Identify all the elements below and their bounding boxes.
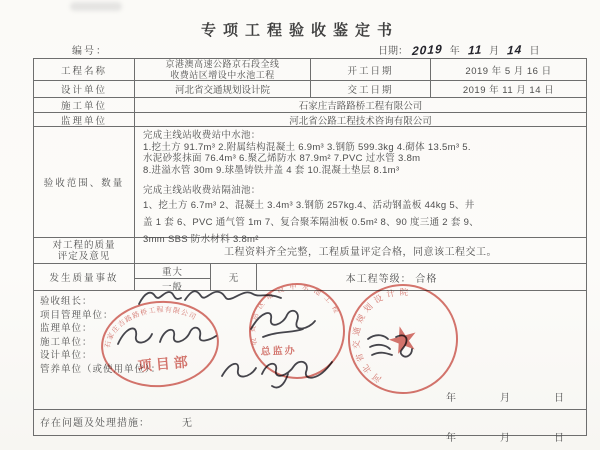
supervision-sign-label: 监理单位：	[40, 323, 93, 335]
date-month-handwritten: 11	[467, 42, 483, 58]
project-name-line1: 京港澳高速公路京石段全线	[165, 59, 280, 69]
signoff-date-year: 年	[446, 393, 456, 404]
scope-label: 验收范围、数量	[34, 127, 135, 237]
issues-label: 存在问题及处理措施：	[40, 418, 150, 429]
stamp-center-text: 总监办	[260, 345, 297, 358]
maintenance-signature-scribble	[218, 352, 336, 392]
design-sign-label: 设计单位：	[40, 350, 93, 362]
maintenance-sign-label: 管养单位（或使用单位）：	[40, 363, 162, 375]
issues-date-month: 月	[500, 433, 510, 444]
scan-smudge	[70, 2, 122, 11]
stamp-star-icon: ★	[382, 315, 425, 364]
supervision-unit-value: 河北省公路工程技术咨询有限公司	[289, 115, 432, 127]
serial-label: 编号：	[72, 46, 108, 57]
stamp-center-text: 项目部	[137, 353, 193, 374]
meta-row	[0, 42, 600, 57]
row-project-name	[34, 59, 586, 81]
stamp-ring-text: 石家庄吉路路桥工程有限公司	[104, 306, 198, 349]
row-quality-opinion	[34, 238, 586, 264]
scope-part1-title: 完成主线站收费站中水池：	[143, 130, 261, 141]
leader-sign-label: 验收组长：	[40, 296, 93, 307]
signoff-date-day: 日	[554, 393, 564, 404]
issues-value: 无	[182, 418, 193, 429]
scope-content	[135, 127, 586, 245]
date-label: 日期：	[378, 46, 408, 57]
construction-unit-value: 石家庄吉路路桥工程有限公司	[298, 101, 423, 112]
signoff-date-line	[446, 389, 586, 404]
design-unit-value: 河北省交通规划设计院	[135, 81, 311, 97]
date-year-unit: 年	[449, 46, 461, 57]
scope-part1-line: 1.挖土方 91.7m³ 2.附属结构混凝土 6.9m³ 3.钢筋 599.3kg 4.砌体 13.5m³ 5.	[143, 141, 471, 153]
row-issues	[34, 410, 586, 444]
issues-line	[40, 414, 586, 429]
issues-date-line	[446, 429, 586, 444]
construction-signature-scribble	[112, 320, 222, 354]
date-day-unit: 日	[529, 46, 541, 57]
row-supervision-unit	[34, 113, 586, 127]
signoff-date-month: 月	[500, 393, 510, 404]
issues-date-year: 年	[446, 433, 456, 444]
scope-part2-line: 1、挖土方 6.7m³ 2、混凝土 3.4m³ 3.钢筋 257kg.4、活动钢盖板 44kg 5、井	[143, 199, 475, 211]
scope-part2-line: 盖 1 套 6、PVC 通气管 1m 7、复合聚苯隔油板 0.5m² 8、90 度三通 2 套 9、	[143, 216, 479, 228]
accident-label: 发生质量事故	[34, 264, 135, 290]
accident-value: 无	[211, 264, 257, 290]
accident-minor-label: 一般	[161, 282, 183, 293]
scope-part1-line: 水泥砂浆抹面 76.4m³ 6.聚乙烯防水 87.9m² 7.PVC 过水管 3.8m	[143, 153, 421, 164]
project-grade: 本工程等级： 合格	[345, 273, 438, 285]
design-signature-scribble	[362, 325, 416, 363]
start-date-value: 2019 年 5 月 16 日	[465, 65, 552, 77]
construction-sign-label: 施工单位：	[40, 336, 93, 348]
quality-value: 工程资料齐全完整，工程质量评定合格，同意该工程交工。	[224, 247, 497, 258]
scope-part2-line: 3mm SBS 防水材料 3.8m²	[143, 233, 259, 245]
row-design-unit	[34, 81, 586, 98]
stamp-ring-text: 收费站区增设中水池工程	[249, 283, 342, 346]
quality-label	[34, 238, 135, 263]
date-day-handwritten: 14	[506, 42, 523, 58]
quality-label-line2: 评定及意见	[57, 250, 111, 262]
project-name-line2: 收费站区增设中水池工程	[170, 69, 275, 80]
scope-part1-line: 8.进溢水管 30m 9.球墨铸铁井盖 4 套 10.混凝土垫层 8.1m³	[143, 164, 400, 176]
start-date-label: 开工日期	[311, 59, 431, 80]
page-title: 专项工程验收鉴定书	[200, 22, 399, 39]
supervision-unit-label: 监理单位	[34, 113, 135, 126]
supervisor-signature-scribble	[243, 303, 321, 345]
date-month-unit: 月	[489, 46, 501, 57]
date-group	[378, 42, 544, 57]
issues-date-day: 日	[554, 433, 564, 444]
project-name-label: 工程名称	[34, 59, 135, 80]
design-unit-label: 设计单位	[34, 81, 135, 97]
row-construction-unit	[34, 98, 586, 113]
scope-part2-title: 完成主线站收费站隔油池：	[143, 185, 261, 196]
pm-sign-label: 项目管理单位：	[40, 309, 114, 321]
handover-date-value: 2019 年 11 月 14 日	[462, 85, 555, 96]
construction-unit-label: 施工单位	[34, 98, 135, 112]
quality-label-line1: 对工程的质量	[52, 239, 116, 251]
handover-date-label: 交工日期	[311, 81, 431, 97]
stamp-ring-text: 河北省交通规划设计院	[350, 286, 413, 385]
project-name-value	[135, 59, 311, 80]
date-year-handwritten: 2019	[411, 41, 443, 59]
accident-major-label: 重大	[135, 264, 210, 279]
